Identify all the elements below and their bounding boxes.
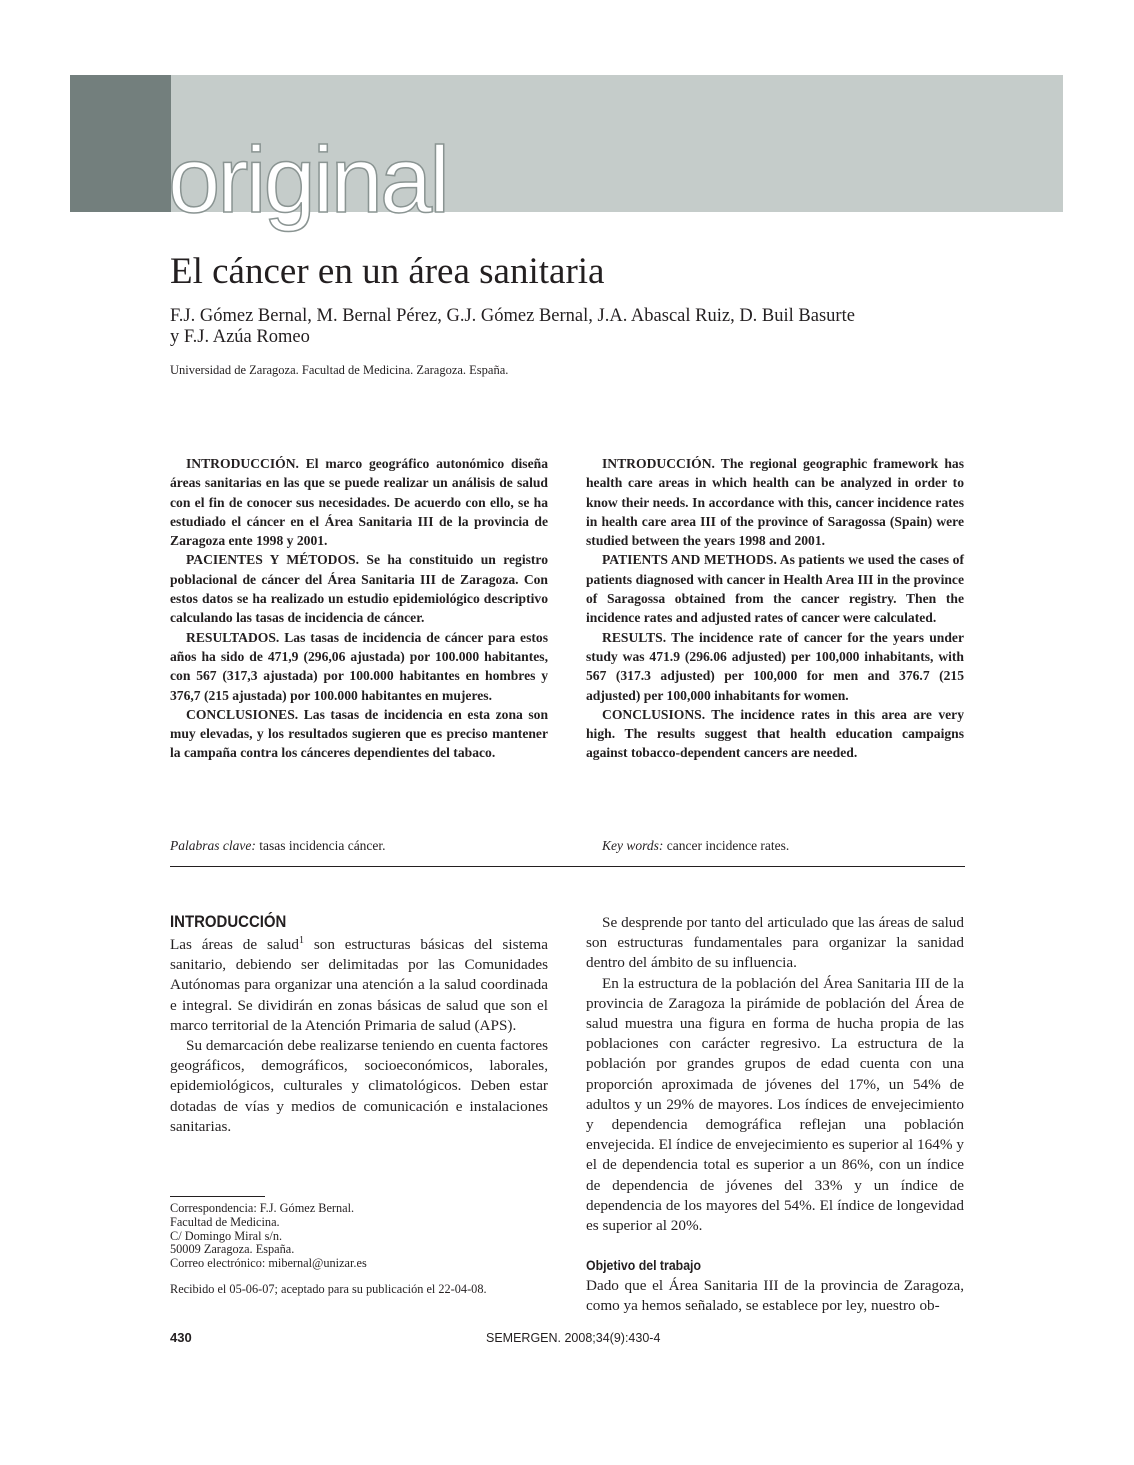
introduction-heading: INTRODUCCIÓN [170, 912, 287, 931]
footnote-rule [170, 1196, 265, 1197]
right-paragraph-1: Se desprende por tanto del articulado que las áreas de salud son estructuras fundamentales para organizar la sanidad dentro del ámbito de su influencia. [586, 914, 964, 972]
page-number: 430 [170, 1330, 192, 1345]
article-title: El cáncer en un área sanitaria [170, 251, 605, 292]
abstract-en-results: RESULTS. The incidence rate of cancer for the years under study was 471.9 (296.06 adjusted) per 100,000 inhabitants, with 567 (317.3 adjusted) per 100,000 for men and 376.7 (215 adjusted) per 100,000 inhabitants for women. [586, 629, 964, 703]
abstract-es-introduction: INTRODUCCIÓN. El marco geográfico autonómico diseña áreas sanitarias en las que se puede realizar un análisis de salud con el fin de conocer sus necesidades. De acuerdo con ello, se ha estudiado el cáncer en el Área Sanitaria III de la provincia de Zaragoza ente 1998 y 2001. [170, 456, 548, 549]
objective-heading: Objetivo del trabajo [586, 1257, 702, 1274]
received-dates: Recibido el 05-06-07; aceptado para su publicación el 22-04-08. [170, 1282, 487, 1296]
section-divider [170, 866, 965, 867]
authors-line-2: y F.J. Azúa Romeo [170, 327, 310, 347]
correspondence-line: 50009 Zaragoza. España. [170, 1242, 295, 1257]
abstract-en-conclusions: CONCLUSIONS. The incidence rates in this area are very high. The results suggest that health education campaigns against tobacco-dependent cancers are needed. [586, 706, 964, 761]
keywords-spanish [170, 837, 386, 855]
body-column-left [170, 911, 548, 1137]
abstract-es-methods: PACIENTES Y MÉTODOS. Se ha constituido un registro poblacional de cáncer del Área Sanitaria III de Zaragoza. Con estos datos se ha realizado un estudio epidemiológico descriptivo calculando las tasas de incidencia de cáncer. [170, 552, 548, 626]
abstract-en-introduction: INTRODUCCIÓN. The regional geographic framework has health care areas in which health can be analyzed in order to know their needs. In accordance with this, cancer incidence rates in health care area III of the province of Saragossa (Spain) were studied between the years 1998 and 2001. [586, 456, 964, 549]
abstract-es-conclusions: CONCLUSIONES. Las tasas de incidencia en esta zona son muy elevadas, y los resultados sugieren que es preciso mantener la campaña contra los cánceres dependientes del tabaco. [170, 706, 548, 761]
journal-citation: SEMERGEN. 2008;34(9):430-4 [486, 1331, 661, 1345]
abstract-english [586, 454, 964, 763]
right-paragraph-2: En la estructura de la población del Área Sanitaria III de la provincia de Zaragoza la pirámide de población del Área de salud muestra una figura en forma de hucha propia de las poblaciones con carácter regresivo. La estructura de la población por grandes grupos de edad cuenta con una proporción aproximada de jóvenes del 17%, un 54% de adultos y un 29% de mayores. Los índices de envejecimiento y dependencia demográfica reflejan una población envejecida. El índice de envejecimiento es superior al 164% y el de dependencia total es superior a un 86%, con un índice de dependencia de jóvenes del 33% y un índice de dependencia de los mayores del 54%. El índice de longevidad es superior al 20%. [586, 974, 964, 1235]
intro-p1-start: Las áreas de salud [170, 936, 299, 953]
intro-paragraph-2: Su demarcación debe realizarse teniendo en cuenta factores geográficos, demográficos, socioeconómicos, laborales, epidemiológicos, culturales y climatológicos. Deben estar dotadas de vías y medios de comunicación e instalaciones sanitarias. [170, 1037, 548, 1135]
reference-1: 1 [299, 934, 304, 946]
intro-p1-rest: son estructuras básicas del sistema sanitario, debiendo ser delimitadas por las Comunidades Autónomas para organizar una atención a la salud coordinada e integral. Se dividirán en zonas básicas de salud que son el marco territorial de la Atención Primaria de salud (APS). [170, 936, 548, 1034]
section-label: original [168, 127, 448, 232]
correspondence-line: Correspondencia: F.J. Gómez Bernal. [170, 1201, 355, 1215]
correspondence-line: C/ Domingo Miral s/n. [170, 1228, 283, 1243]
body-column-right [586, 913, 964, 1317]
correspondence-line: Facultad de Medicina. [170, 1214, 280, 1229]
intro-paragraph-1 [170, 935, 548, 1036]
affiliation: Universidad de Zaragoza. Facultad de Medicina. Zaragoza. España. [170, 363, 509, 377]
correspondence-block [170, 1202, 367, 1271]
keywords-es-value: tasas incidencia cáncer. [259, 838, 386, 853]
header-band-dark [70, 75, 171, 212]
author-list [170, 306, 970, 348]
authors-line-1: F.J. Gómez Bernal, M. Bernal Pérez, G.J. Gómez Bernal, J.A. Abascal Ruiz, D. Buil Basurte [170, 306, 855, 326]
keywords-en-value: cancer incidence rates. [666, 838, 790, 853]
abstract-en-methods: PATIENTS AND METHODS. As patients we used the cases of patients diagnosed with cancer in Health Area III in the province of Saragossa obtained from the cancer registry. Then the incidence rates and adjusted rates of cancer were calculated. [586, 552, 964, 626]
keywords-es-label: Palabras clave: [170, 838, 256, 853]
abstract-es-results: RESULTADOS. Las tasas de incidencia de cáncer para estos años ha sido de 471,9 (296,06 ajustada) por 100.000 habitantes, con 567 (317,3 ajustada) por 100.000 habitantes en hombres y 376,7 (215 ajustada) por 100.000 habitantes en mujeres. [170, 629, 548, 703]
keywords-en-label: Key words: [602, 838, 664, 853]
correspondence-email: Correo electrónico: mibernal@unizar.es [170, 1256, 367, 1271]
abstract-spanish [170, 454, 548, 763]
objective-paragraph: Dado que el Área Sanitaria III de la provincia de Zaragoza, como ya hemos señalado, se establece por ley, nuestro ob- [586, 1277, 964, 1315]
keywords-english [602, 837, 789, 855]
